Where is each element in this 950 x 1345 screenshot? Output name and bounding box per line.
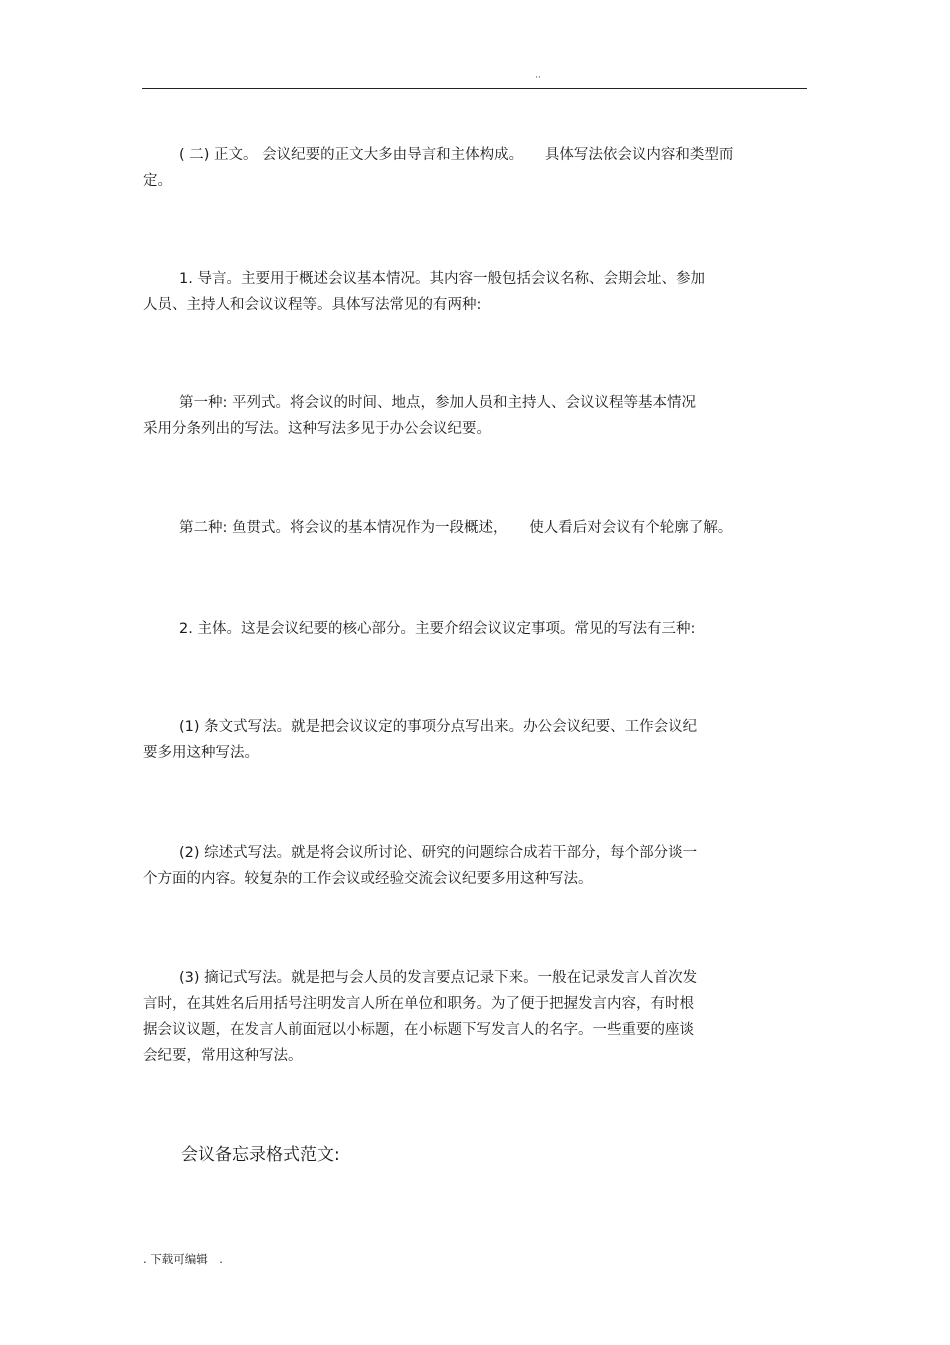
paragraph-type-two [143,515,788,541]
paragraph-body-intro [143,142,788,194]
header-mark: ·· [535,73,541,83]
paragraph-line: 1. 导言。主要用于概述会议基本情况。其内容一般包括会议名称、会期会址、参加 [179,271,705,287]
section-heading: 会议备忘录格式范文: [181,1145,340,1165]
footer-text: . 下载可编辑 . [143,1252,223,1266]
paragraph-line: 第二种: 鱼贯式。将会议的基本情况作为一段概述， 使人看后对会议有个轮廓了解。 [179,520,733,536]
paragraph-line: 第一种: 平列式。将会议的时间、地点，参加人员和主持人、会议议程等基本情况 [179,395,696,411]
paragraph-line: 采用分条列出的写法。这种写法多见于办公会议纪要。 [143,421,491,437]
paragraph-line: 人员、主持人和会议议程等。具体写法常见的有两种: [143,297,482,313]
paragraph-line: (3) 摘记式写法。就是把与会人员的发言要点记录下来。一般在记录发言人首次发 [179,970,698,986]
paragraph-line: 2. 主体。这是会议纪要的核心部分。主要介绍会议议定事项。常见的写法有三种: [179,621,696,637]
paragraph-line: 会纪要，常用这种写法。 [143,1048,303,1064]
header-rule [142,88,807,89]
paragraph-line: (2) 综述式写法。就是将会议所讨论、研究的问题综合成若干部分，每个部分谈一 [179,845,698,861]
paragraph-line: ( 二) 正文。 会议纪要的正文大多由导言和主体构成。 具体写法依会议内容和类型而 [179,147,734,163]
paragraph-line: 个方面的内容。较复杂的工作会议或经验交流会议纪要多用这种写法。 [143,871,593,887]
paragraph-line: 据会议议题，在发言人前面冠以小标题，在小标题下写发言人的名字。一些重要的座谈 [143,1022,694,1038]
paragraph-type-one [143,390,788,442]
paragraph-main-body [143,616,788,642]
paragraph-line: 言时，在其姓名后用括号注明发言人所在单位和职务。为了便于把握发言内容，有时根 [143,996,694,1012]
paragraph-method-three [143,965,788,1069]
paragraph-line: 定。 [143,173,172,189]
paragraph-line: (1) 条文式写法。就是把会议议定的事项分点写出来。办公会议纪要、工作会议纪 [179,719,698,735]
paragraph-line: 要多用这种写法。 [143,745,259,761]
paragraph-method-one [143,714,788,766]
paragraph-intro-section [143,266,788,318]
paragraph-method-two [143,840,788,892]
